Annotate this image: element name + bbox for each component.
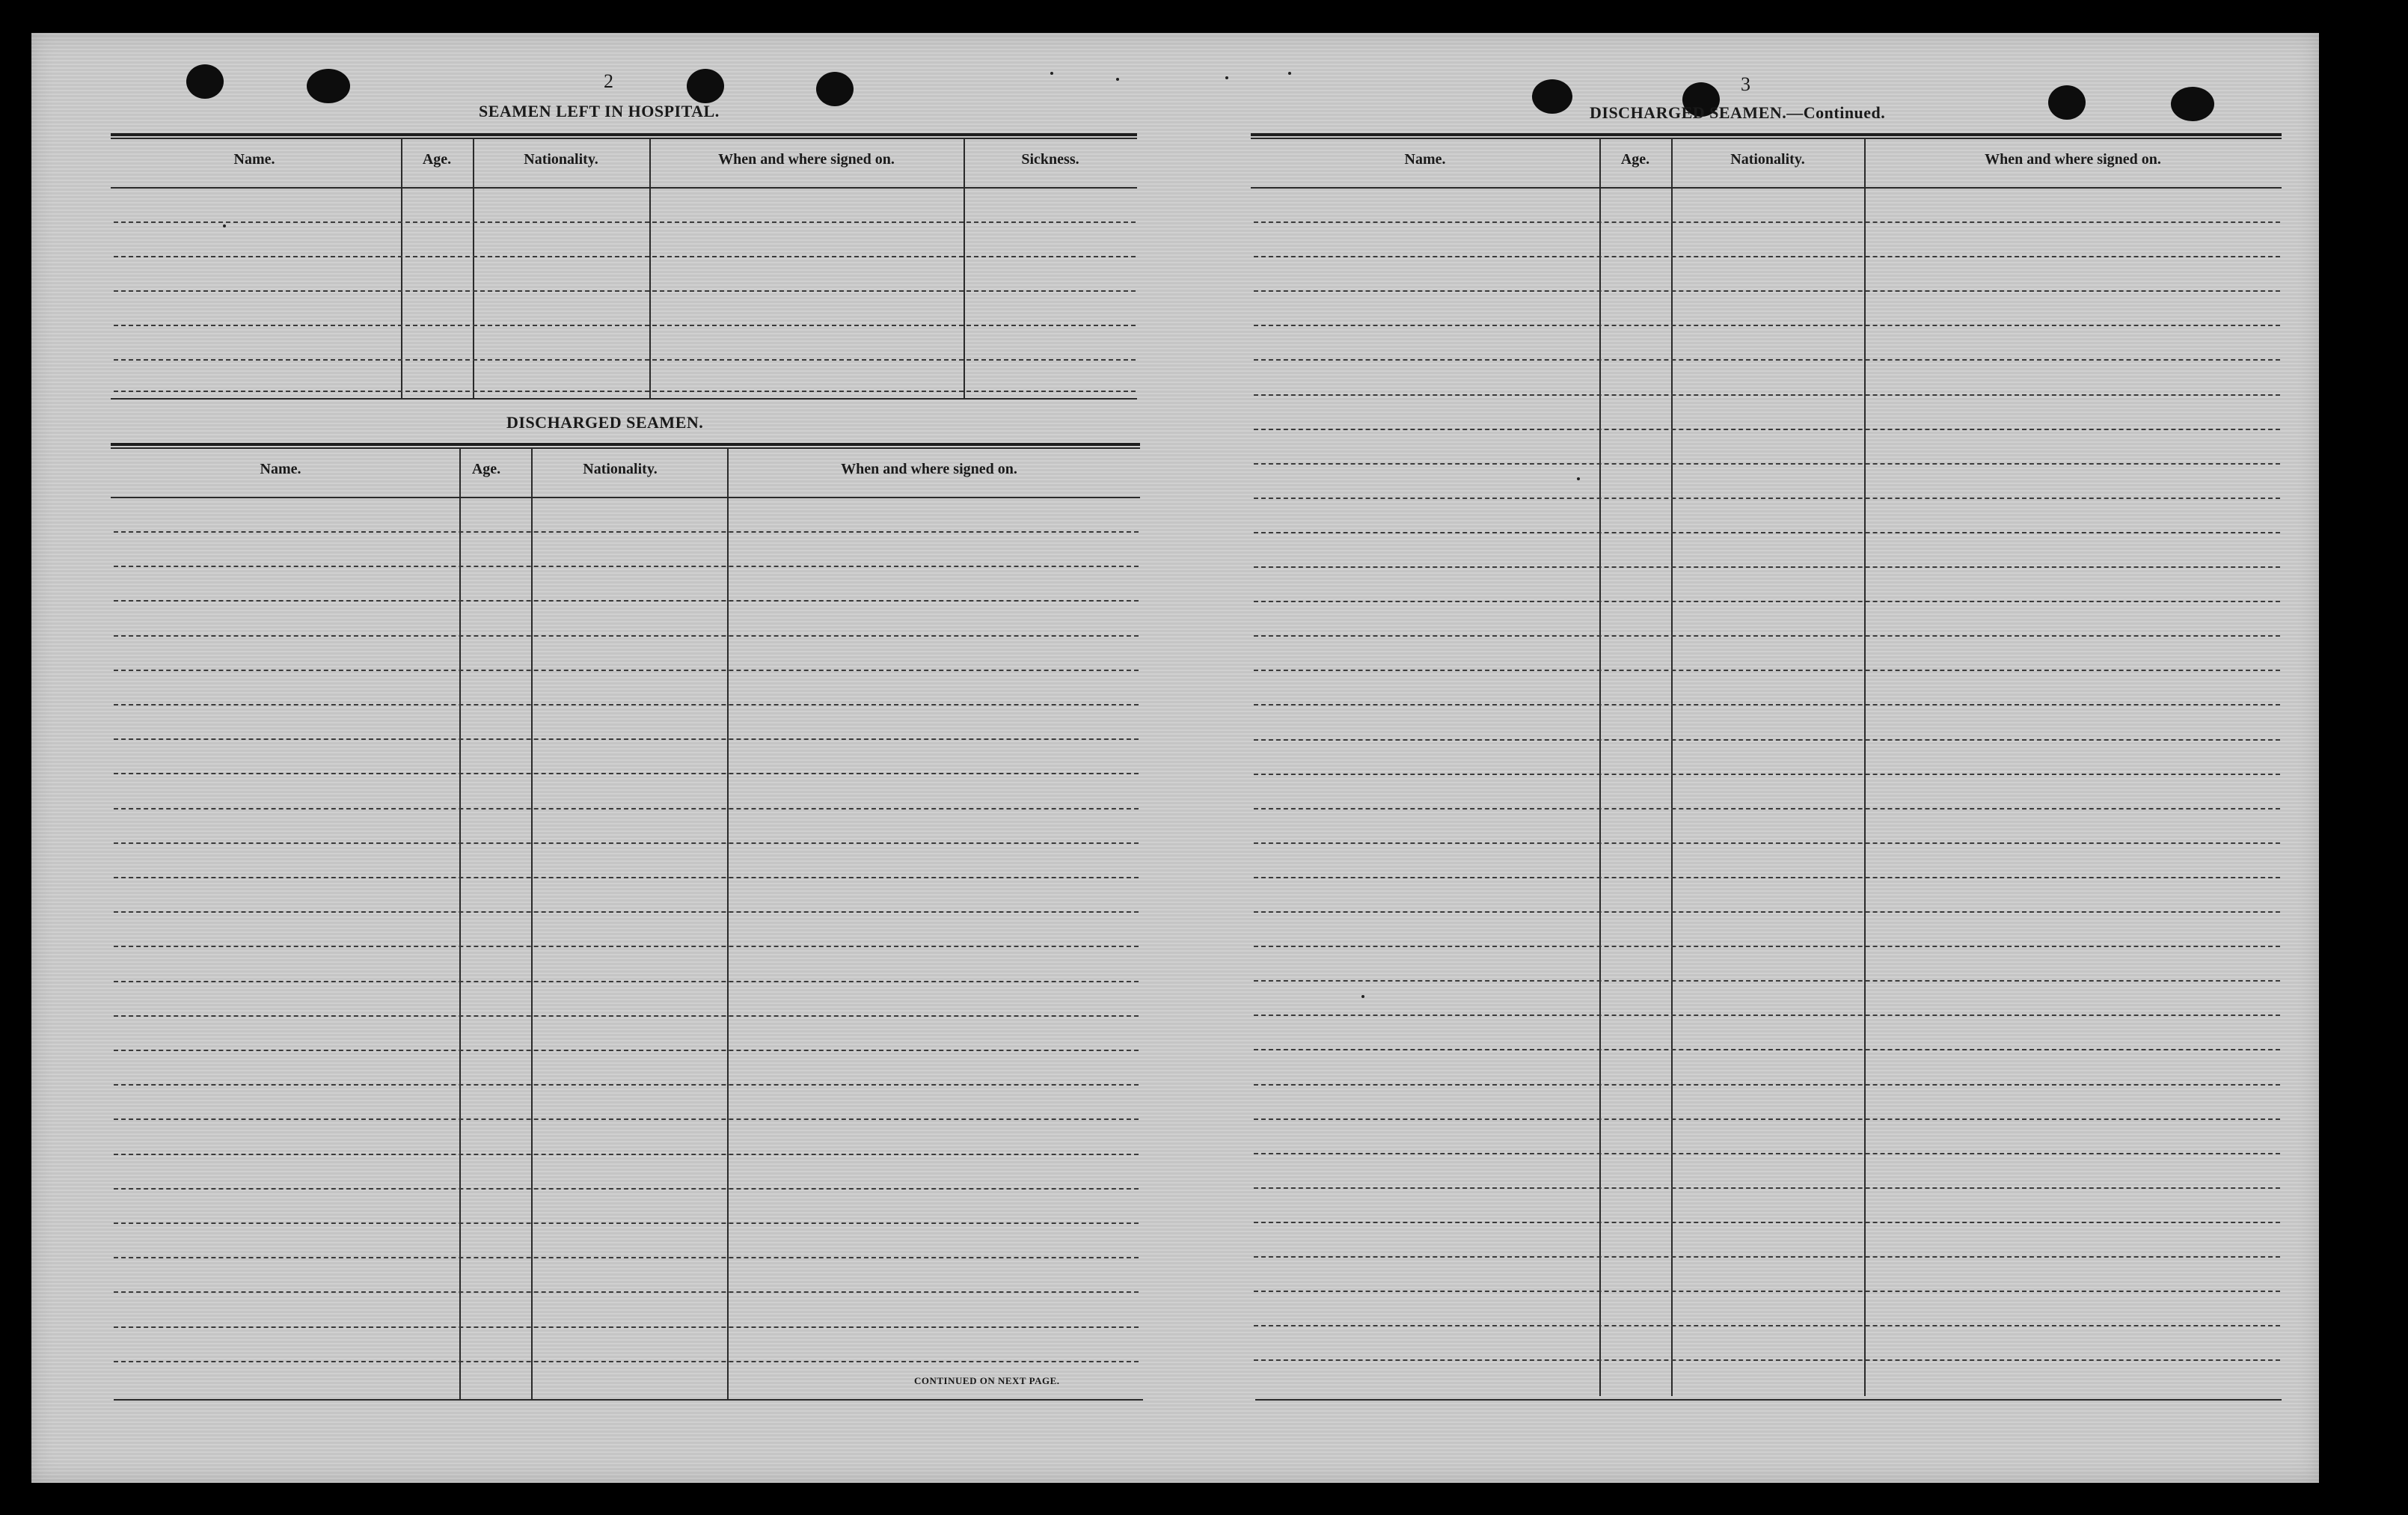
entry-line: [114, 877, 1139, 878]
entry-line: [114, 1291, 1139, 1293]
entry-line: [114, 670, 1139, 671]
entry-line: [1254, 808, 2280, 809]
rule: [111, 133, 1137, 136]
entry-line: [114, 635, 1139, 637]
punch-hole: [816, 72, 854, 106]
entry-line: [1254, 1359, 2280, 1361]
entry-line: [114, 842, 1139, 844]
entry-line: [114, 566, 1139, 567]
rule: [111, 497, 1140, 498]
entry-line: [114, 1154, 1139, 1155]
rule: [111, 138, 1137, 139]
hospital-col-signed-on: When and where signed on.: [718, 151, 895, 168]
entry-line: [1254, 911, 2280, 913]
speck: [1225, 76, 1228, 79]
entry-line: [114, 1050, 1139, 1051]
entry-line: [1254, 394, 2280, 396]
entry-line: [114, 1188, 1139, 1190]
entry-line: [114, 1222, 1139, 1224]
entry-line: [114, 704, 1139, 706]
entry-line: [1254, 1325, 2280, 1326]
entry-line: [114, 290, 1136, 292]
column-divider: [531, 447, 533, 1399]
speck: [1361, 995, 1364, 998]
rule: [111, 398, 1137, 400]
entry-line: [114, 531, 1139, 533]
right-col-name: Name.: [1404, 151, 1446, 168]
punch-hole: [687, 69, 724, 103]
entry-line: [1254, 221, 2280, 223]
entry-line: [1254, 290, 2280, 292]
entry-line: [1254, 1153, 2280, 1154]
entry-line: [114, 1118, 1139, 1120]
entry-line: [114, 600, 1139, 602]
entry-line: [114, 773, 1139, 774]
entry-line: [1254, 498, 2280, 499]
rule: [111, 187, 1137, 189]
hospital-col-nationality: Nationality.: [524, 151, 598, 168]
entry-line: [114, 359, 1136, 361]
hospital-col-name: Name.: [233, 151, 275, 168]
column-divider: [1671, 138, 1673, 1396]
entry-line: [114, 256, 1136, 257]
left-page-number: 2: [604, 70, 613, 92]
entry-line: [114, 808, 1139, 809]
entry-line: [1254, 774, 2280, 775]
entry-line: [1254, 359, 2280, 361]
discharged-col-signed-on: When and where signed on.: [841, 461, 1017, 477]
right-page-number: 3: [1741, 73, 1750, 95]
rule: [1251, 138, 2282, 139]
entry-line: [1254, 1084, 2280, 1086]
discharged-col-age: Age.: [471, 461, 501, 477]
punch-hole: [307, 69, 350, 103]
document-page: [31, 33, 2319, 1483]
entry-line: [1254, 739, 2280, 741]
entry-line: [1254, 463, 2280, 465]
entry-line: [1254, 1222, 2280, 1223]
rule: [114, 1399, 1143, 1401]
rule: [111, 447, 1140, 449]
entry-line: [114, 1326, 1139, 1328]
entry-line: [114, 738, 1139, 740]
entry-line: [1254, 1291, 2280, 1292]
entry-line: [1254, 566, 2280, 568]
entry-line: [1254, 980, 2280, 982]
column-divider: [1599, 138, 1601, 1396]
punch-hole: [2048, 85, 2086, 120]
speck: [1116, 78, 1119, 81]
hospital-col-age: Age.: [422, 151, 452, 168]
entry-line: [1254, 1049, 2280, 1050]
speck: [1577, 477, 1580, 480]
entry-line: [114, 1361, 1139, 1362]
entry-line: [114, 221, 1136, 223]
discharged-col-nationality: Nationality.: [583, 461, 658, 477]
punch-hole: [2171, 87, 2214, 121]
entry-line: [114, 1084, 1139, 1086]
entry-line: [114, 325, 1136, 326]
entry-line: [114, 946, 1139, 947]
right-col-age: Age.: [1620, 151, 1650, 168]
discharged-section-title: DISCHARGED SEAMEN.: [506, 413, 704, 432]
punch-hole: [186, 64, 224, 99]
rule: [111, 443, 1140, 446]
right-col-signed-on: When and where signed on.: [1985, 151, 2161, 168]
entry-line: [1254, 877, 2280, 878]
rule: [1251, 187, 2282, 189]
speck: [223, 224, 226, 227]
entry-line: [114, 981, 1139, 982]
hospital-section-title: SEAMEN LEFT IN HOSPITAL.: [479, 102, 720, 120]
entry-line: [1254, 1187, 2280, 1189]
punch-hole: [1532, 79, 1572, 114]
entry-line: [1254, 1118, 2280, 1120]
entry-line: [1254, 256, 2280, 257]
entry-line: [114, 1015, 1139, 1017]
entry-line: [114, 911, 1139, 913]
entry-line: [1254, 429, 2280, 430]
entry-line: [114, 1257, 1139, 1258]
column-divider: [459, 447, 461, 1399]
entry-line: [1254, 670, 2280, 671]
entry-line: [114, 391, 1136, 392]
entry-line: [1254, 532, 2280, 533]
entry-line: [1254, 635, 2280, 637]
speck: [1288, 72, 1291, 75]
column-divider: [1864, 138, 1866, 1396]
hospital-col-sickness: Sickness.: [1021, 151, 1079, 168]
entry-line: [1254, 1256, 2280, 1258]
entry-line: [1254, 1014, 2280, 1016]
entry-line: [1254, 842, 2280, 844]
entry-line: [1254, 704, 2280, 706]
entry-line: [1254, 946, 2280, 947]
right-col-nationality: Nationality.: [1730, 151, 1805, 168]
entry-line: [1254, 601, 2280, 602]
discharged-col-name: Name.: [260, 461, 301, 477]
speck: [1050, 72, 1053, 75]
entry-line: [1254, 325, 2280, 326]
rule: [1251, 133, 2282, 136]
right-section-title: DISCHARGED SEAMEN.—Continued.: [1590, 103, 1886, 122]
rule: [1255, 1399, 2282, 1401]
column-divider: [727, 447, 729, 1399]
continued-footer: CONTINUED ON NEXT PAGE.: [914, 1375, 1060, 1386]
